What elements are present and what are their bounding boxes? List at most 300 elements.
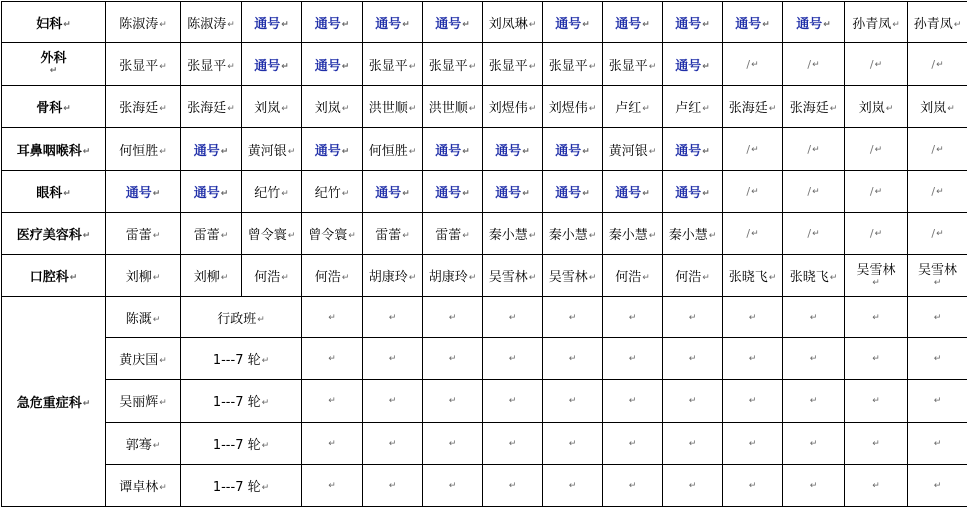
emergency-row (2, 338, 967, 380)
empty-slot-cell (723, 212, 783, 254)
return-mark-icon: ↵ (49, 66, 58, 77)
tonghao-cell (783, 2, 845, 43)
return-mark-icon: ↵ (812, 59, 820, 70)
slash-mark: / (869, 142, 874, 156)
doctor-cell (106, 297, 181, 338)
return-mark-icon: ↵ (408, 146, 417, 157)
doctor-cell (181, 254, 242, 296)
tonghao-cell (603, 2, 663, 43)
empty-cell (783, 297, 845, 338)
return-mark-icon: ↵ (708, 230, 717, 241)
empty-cell (603, 297, 663, 338)
return-mark-icon: ↵ (257, 314, 265, 325)
doctor-name: 洪世顺 (428, 101, 468, 117)
doctor-cell (908, 254, 967, 296)
return-mark-icon: ↵ (642, 104, 650, 115)
doctor-name: 何浩 (675, 270, 702, 286)
tonghao-label: 通号 (314, 16, 341, 32)
dept-name-cell (2, 86, 106, 128)
tonghao-label: 通号 (555, 185, 582, 201)
return-mark-icon: ↵ (642, 19, 650, 30)
doctor-cell (603, 128, 663, 170)
doctor-name: 纪竹 (314, 185, 341, 201)
tonghao-cell (181, 170, 242, 212)
empty-cell (845, 297, 908, 338)
tonghao-label: 通号 (555, 143, 582, 159)
dept-name-cell (2, 128, 106, 170)
empty-cell (908, 297, 967, 338)
return-mark-icon: ↵ (702, 104, 710, 115)
empty-slot-cell (908, 170, 967, 212)
doctor-cell (106, 422, 181, 464)
return-mark-icon: ↵ (809, 312, 818, 323)
doctor-cell (845, 86, 908, 128)
doctor-cell (242, 254, 302, 296)
return-mark-icon: ↵ (768, 104, 777, 115)
dept-name: 眼科 (36, 185, 63, 201)
empty-cell (783, 422, 845, 464)
return-mark-icon: ↵ (936, 228, 944, 239)
return-mark-icon: ↵ (287, 230, 296, 241)
doctor-cell (783, 254, 845, 296)
shift-cell (181, 464, 302, 506)
return-mark-icon: ↵ (748, 354, 757, 365)
dept-name: 耳鼻咽喉科 (16, 143, 82, 159)
empty-slot-cell (723, 128, 783, 170)
empty-slot-cell (783, 170, 845, 212)
return-mark-icon: ↵ (568, 396, 577, 407)
doctor-name: 张显平 (119, 58, 159, 74)
return-mark-icon: ↵ (508, 312, 517, 323)
doctor-name: 孙青凤 (913, 16, 953, 32)
dept-row (2, 128, 967, 170)
doctor-name: 雷蕾 (375, 227, 402, 243)
return-mark-icon: ↵ (568, 354, 577, 365)
dept-name-cell (2, 2, 106, 43)
doctor-cell (106, 43, 181, 86)
return-mark-icon: ↵ (748, 312, 757, 323)
doctor-cell (663, 254, 723, 296)
doctor-name: 黄庆国 (119, 353, 159, 369)
slash-mark: / (807, 57, 812, 71)
emergency-row (2, 464, 967, 506)
return-mark-icon: ↵ (688, 480, 697, 491)
return-mark-icon: ↵ (751, 186, 759, 197)
return-mark-icon: ↵ (628, 354, 637, 365)
empty-cell (423, 380, 483, 422)
doctor-name: 何恒胜 (119, 143, 159, 159)
empty-cell (908, 464, 967, 506)
return-mark-icon: ↵ (751, 228, 759, 239)
doctor-name: 秦小慧 (608, 227, 648, 243)
return-mark-icon: ↵ (388, 312, 397, 323)
return-mark-icon: ↵ (642, 188, 650, 199)
doctor-name: 何浩 (615, 270, 642, 286)
return-mark-icon: ↵ (933, 396, 942, 407)
return-mark-icon: ↵ (933, 354, 942, 365)
tonghao-cell (663, 128, 723, 170)
return-mark-icon: ↵ (462, 188, 470, 199)
dept-row (2, 43, 967, 86)
tonghao-cell (363, 170, 423, 212)
empty-cell (663, 338, 723, 380)
doctor-cell (423, 43, 483, 86)
dept-row (2, 2, 967, 43)
doctor-name: 何浩 (254, 270, 281, 286)
empty-cell (723, 380, 783, 422)
doctor-name: 刘煜伟 (548, 101, 588, 117)
doctor-name: 张晓飞 (789, 270, 829, 286)
tonghao-cell (663, 2, 723, 43)
tonghao-label: 通号 (675, 185, 702, 201)
empty-cell (723, 338, 783, 380)
slash-mark: / (807, 142, 812, 156)
slash-mark: / (869, 57, 874, 71)
empty-slot-cell (845, 212, 908, 254)
doctor-name: 张海廷 (119, 101, 159, 117)
return-mark-icon: ↵ (642, 273, 650, 284)
tonghao-label: 通号 (495, 185, 522, 201)
return-mark-icon: ↵ (568, 438, 577, 449)
dept-name: 医疗美容科 (16, 227, 82, 243)
doctor-name: 刘柳 (193, 270, 220, 286)
dept-name: 妇科 (36, 16, 63, 32)
return-mark-icon: ↵ (582, 19, 590, 30)
doctor-name: 张海廷 (187, 101, 227, 117)
empty-cell (363, 422, 423, 464)
slash-mark: / (931, 142, 936, 156)
empty-cell (423, 297, 483, 338)
doctor-cell (363, 43, 423, 86)
return-mark-icon: ↵ (628, 312, 637, 323)
return-mark-icon: ↵ (341, 61, 350, 72)
doctor-cell (181, 43, 242, 86)
tonghao-label: 通号 (615, 185, 642, 201)
doctor-name: 何浩 (314, 270, 341, 286)
dept-row (2, 86, 967, 128)
doctor-cell (242, 128, 302, 170)
return-mark-icon: ↵ (328, 438, 336, 449)
return-mark-icon: ↵ (933, 438, 942, 449)
schedule-body (2, 2, 967, 507)
return-mark-icon: ↵ (408, 273, 417, 284)
doctor-cell (363, 212, 423, 254)
doctor-cell (363, 86, 423, 128)
emergency-row (2, 380, 967, 422)
return-mark-icon: ↵ (82, 399, 91, 410)
dept-name-cell (2, 43, 106, 86)
return-mark-icon: ↵ (261, 356, 270, 367)
doctor-cell (106, 380, 181, 422)
shift-label: 行政班 (217, 311, 257, 327)
doctor-cell (302, 86, 363, 128)
return-mark-icon: ↵ (152, 314, 161, 325)
return-mark-icon: ↵ (388, 438, 397, 449)
dept-name: 口腔科 (29, 270, 69, 286)
empty-slot-cell (723, 43, 783, 86)
doctor-name: 胡康玲 (428, 270, 468, 286)
return-mark-icon: ↵ (823, 19, 831, 30)
return-mark-icon: ↵ (402, 19, 410, 30)
return-mark-icon: ↵ (874, 228, 883, 239)
tonghao-cell (543, 2, 603, 43)
doctor-cell (106, 128, 181, 170)
doctor-name: 陈溉 (125, 311, 152, 327)
return-mark-icon: ↵ (63, 104, 71, 115)
return-mark-icon: ↵ (872, 438, 880, 449)
empty-slot-cell (845, 128, 908, 170)
return-mark-icon: ↵ (528, 104, 537, 115)
return-mark-icon: ↵ (812, 228, 820, 239)
doctor-name: 刘岚 (858, 101, 885, 117)
tonghao-cell (302, 43, 363, 86)
empty-cell (783, 464, 845, 506)
slash-mark: / (746, 57, 751, 71)
tonghao-cell (483, 128, 543, 170)
return-mark-icon: ↵ (63, 188, 71, 199)
tonghao-label: 通号 (254, 16, 281, 32)
empty-cell (302, 297, 363, 338)
return-mark-icon: ↵ (328, 354, 336, 365)
empty-cell (723, 464, 783, 506)
doctor-name: 纪竹 (254, 185, 281, 201)
return-mark-icon: ↵ (448, 312, 457, 323)
doctor-cell (106, 338, 181, 380)
doctor-cell (543, 43, 603, 86)
return-mark-icon: ↵ (702, 188, 710, 199)
doctor-cell (302, 254, 363, 296)
doctor-name: 孙青凤 (852, 16, 892, 32)
tonghao-cell (423, 128, 483, 170)
tonghao-cell (106, 170, 181, 212)
return-mark-icon: ↵ (528, 230, 537, 241)
doctor-name: 刘凤琳 (488, 16, 528, 32)
return-mark-icon: ↵ (748, 396, 757, 407)
return-mark-icon: ↵ (341, 273, 350, 284)
emergency-row (2, 297, 967, 338)
return-mark-icon: ↵ (341, 19, 350, 30)
doctor-name: 吴雪林 (917, 262, 957, 278)
empty-cell (663, 464, 723, 506)
return-mark-icon: ↵ (152, 188, 161, 199)
doctor-cell (543, 212, 603, 254)
tonghao-cell (543, 128, 603, 170)
doctor-cell (663, 86, 723, 128)
return-mark-icon: ↵ (751, 144, 759, 155)
doctor-name: 何恒胜 (368, 143, 408, 159)
empty-cell (363, 380, 423, 422)
doctor-name: 刘岚 (314, 101, 341, 117)
doctor-cell (242, 212, 302, 254)
tonghao-label: 通号 (314, 58, 341, 74)
empty-cell (603, 464, 663, 506)
doctor-cell (543, 254, 603, 296)
doctor-name: 张显平 (428, 58, 468, 74)
doctor-cell (106, 2, 181, 43)
empty-slot-cell (783, 128, 845, 170)
return-mark-icon: ↵ (872, 396, 880, 407)
slash-mark: / (807, 184, 812, 198)
tonghao-label: 通号 (254, 58, 281, 74)
empty-cell (908, 338, 967, 380)
duty-schedule-table (1, 1, 967, 507)
doctor-cell (106, 254, 181, 296)
return-mark-icon: ↵ (468, 273, 477, 284)
return-mark-icon: ↵ (63, 19, 71, 30)
doctor-name: 秦小慧 (668, 227, 708, 243)
dept-name: 骨科 (36, 101, 63, 117)
return-mark-icon: ↵ (388, 354, 397, 365)
tonghao-label: 通号 (555, 16, 582, 32)
dept-name-cell (2, 297, 106, 507)
doctor-cell (302, 170, 363, 212)
dept-name-cell (2, 254, 106, 296)
return-mark-icon: ↵ (159, 482, 167, 493)
doctor-name: 刘岚 (254, 101, 281, 117)
doctor-cell (603, 212, 663, 254)
empty-cell (845, 338, 908, 380)
return-mark-icon: ↵ (220, 188, 229, 199)
doctor-cell (106, 86, 181, 128)
return-mark-icon: ↵ (261, 440, 270, 451)
shift-label: 1---7 轮 (212, 395, 261, 411)
tonghao-label: 通号 (675, 16, 702, 32)
return-mark-icon: ↵ (648, 230, 657, 241)
return-mark-icon: ↵ (528, 61, 537, 72)
return-mark-icon: ↵ (702, 273, 710, 284)
shift-cell (181, 422, 302, 464)
return-mark-icon: ↵ (809, 438, 818, 449)
return-mark-icon: ↵ (872, 312, 880, 323)
dept-row (2, 170, 967, 212)
return-mark-icon: ↵ (281, 188, 289, 199)
return-mark-icon: ↵ (688, 438, 697, 449)
doctor-name: 曾令寰 (308, 227, 348, 243)
empty-cell (483, 464, 543, 506)
empty-cell (423, 338, 483, 380)
doctor-cell (603, 43, 663, 86)
return-mark-icon: ↵ (341, 104, 350, 115)
empty-cell (483, 338, 543, 380)
doctor-name: 刘煜伟 (488, 101, 528, 117)
doctor-name: 吴丽辉 (119, 395, 159, 411)
return-mark-icon: ↵ (261, 482, 270, 493)
doctor-name: 谭卓林 (119, 479, 159, 495)
tonghao-cell (723, 2, 783, 43)
return-mark-icon: ↵ (462, 230, 470, 241)
tonghao-cell (423, 170, 483, 212)
tonghao-label: 通号 (193, 143, 220, 159)
return-mark-icon: ↵ (688, 312, 697, 323)
return-mark-icon: ↵ (159, 19, 167, 30)
return-mark-icon: ↵ (152, 440, 161, 451)
return-mark-icon: ↵ (82, 146, 91, 157)
tonghao-cell (423, 2, 483, 43)
empty-cell (663, 297, 723, 338)
empty-cell (783, 338, 845, 380)
tonghao-cell (242, 43, 302, 86)
doctor-cell (845, 2, 908, 43)
return-mark-icon: ↵ (227, 104, 235, 115)
tonghao-cell (363, 2, 423, 43)
empty-cell (483, 297, 543, 338)
dept-name: 外科 (40, 51, 67, 67)
tonghao-label: 通号 (435, 16, 462, 32)
shift-label: 1---7 轮 (212, 353, 261, 369)
tonghao-label: 通号 (675, 143, 702, 159)
dept-name-cell (2, 212, 106, 254)
tonghao-cell (663, 170, 723, 212)
return-mark-icon: ↵ (328, 480, 336, 491)
return-mark-icon: ↵ (448, 480, 457, 491)
return-mark-icon: ↵ (159, 61, 167, 72)
return-mark-icon: ↵ (809, 354, 818, 365)
return-mark-icon: ↵ (261, 398, 270, 409)
empty-cell (302, 338, 363, 380)
emergency-row (2, 422, 967, 464)
empty-cell (845, 380, 908, 422)
doctor-name: 卢红 (675, 101, 702, 117)
empty-cell (483, 380, 543, 422)
shift-cell (181, 297, 302, 338)
tonghao-label: 通号 (125, 185, 152, 201)
return-mark-icon: ↵ (159, 356, 167, 367)
return-mark-icon: ↵ (522, 146, 530, 157)
doctor-name: 黄河银 (608, 143, 648, 159)
return-mark-icon: ↵ (287, 146, 296, 157)
return-mark-icon: ↵ (152, 230, 161, 241)
empty-cell (423, 422, 483, 464)
return-mark-icon: ↵ (508, 396, 517, 407)
return-mark-icon: ↵ (522, 188, 530, 199)
empty-cell (603, 380, 663, 422)
doctor-cell (483, 2, 543, 43)
return-mark-icon: ↵ (648, 146, 657, 157)
return-mark-icon: ↵ (448, 354, 457, 365)
return-mark-icon: ↵ (628, 438, 637, 449)
return-mark-icon: ↵ (281, 104, 289, 115)
doctor-cell (363, 128, 423, 170)
return-mark-icon: ↵ (885, 104, 894, 115)
slash-mark: / (931, 57, 936, 71)
doctor-cell (783, 86, 845, 128)
return-mark-icon: ↵ (648, 61, 657, 72)
return-mark-icon: ↵ (809, 480, 818, 491)
return-mark-icon: ↵ (588, 273, 597, 284)
slash-mark: / (746, 226, 751, 240)
doctor-cell (483, 86, 543, 128)
slash-mark: / (869, 184, 874, 198)
doctor-cell (483, 212, 543, 254)
return-mark-icon: ↵ (892, 19, 900, 30)
return-mark-icon: ↵ (408, 104, 417, 115)
shift-label: 1---7 轮 (212, 437, 261, 453)
tonghao-label: 通号 (435, 185, 462, 201)
return-mark-icon: ↵ (448, 438, 457, 449)
doctor-cell (908, 86, 967, 128)
return-mark-icon: ↵ (768, 273, 777, 284)
return-mark-icon: ↵ (341, 146, 350, 157)
return-mark-icon: ↵ (874, 144, 883, 155)
slash-mark: / (931, 226, 936, 240)
empty-cell (363, 338, 423, 380)
shift-cell (181, 338, 302, 380)
return-mark-icon: ↵ (702, 19, 710, 30)
return-mark-icon: ↵ (947, 104, 955, 115)
return-mark-icon: ↵ (528, 19, 537, 30)
doctor-cell (242, 170, 302, 212)
return-mark-icon: ↵ (702, 146, 710, 157)
